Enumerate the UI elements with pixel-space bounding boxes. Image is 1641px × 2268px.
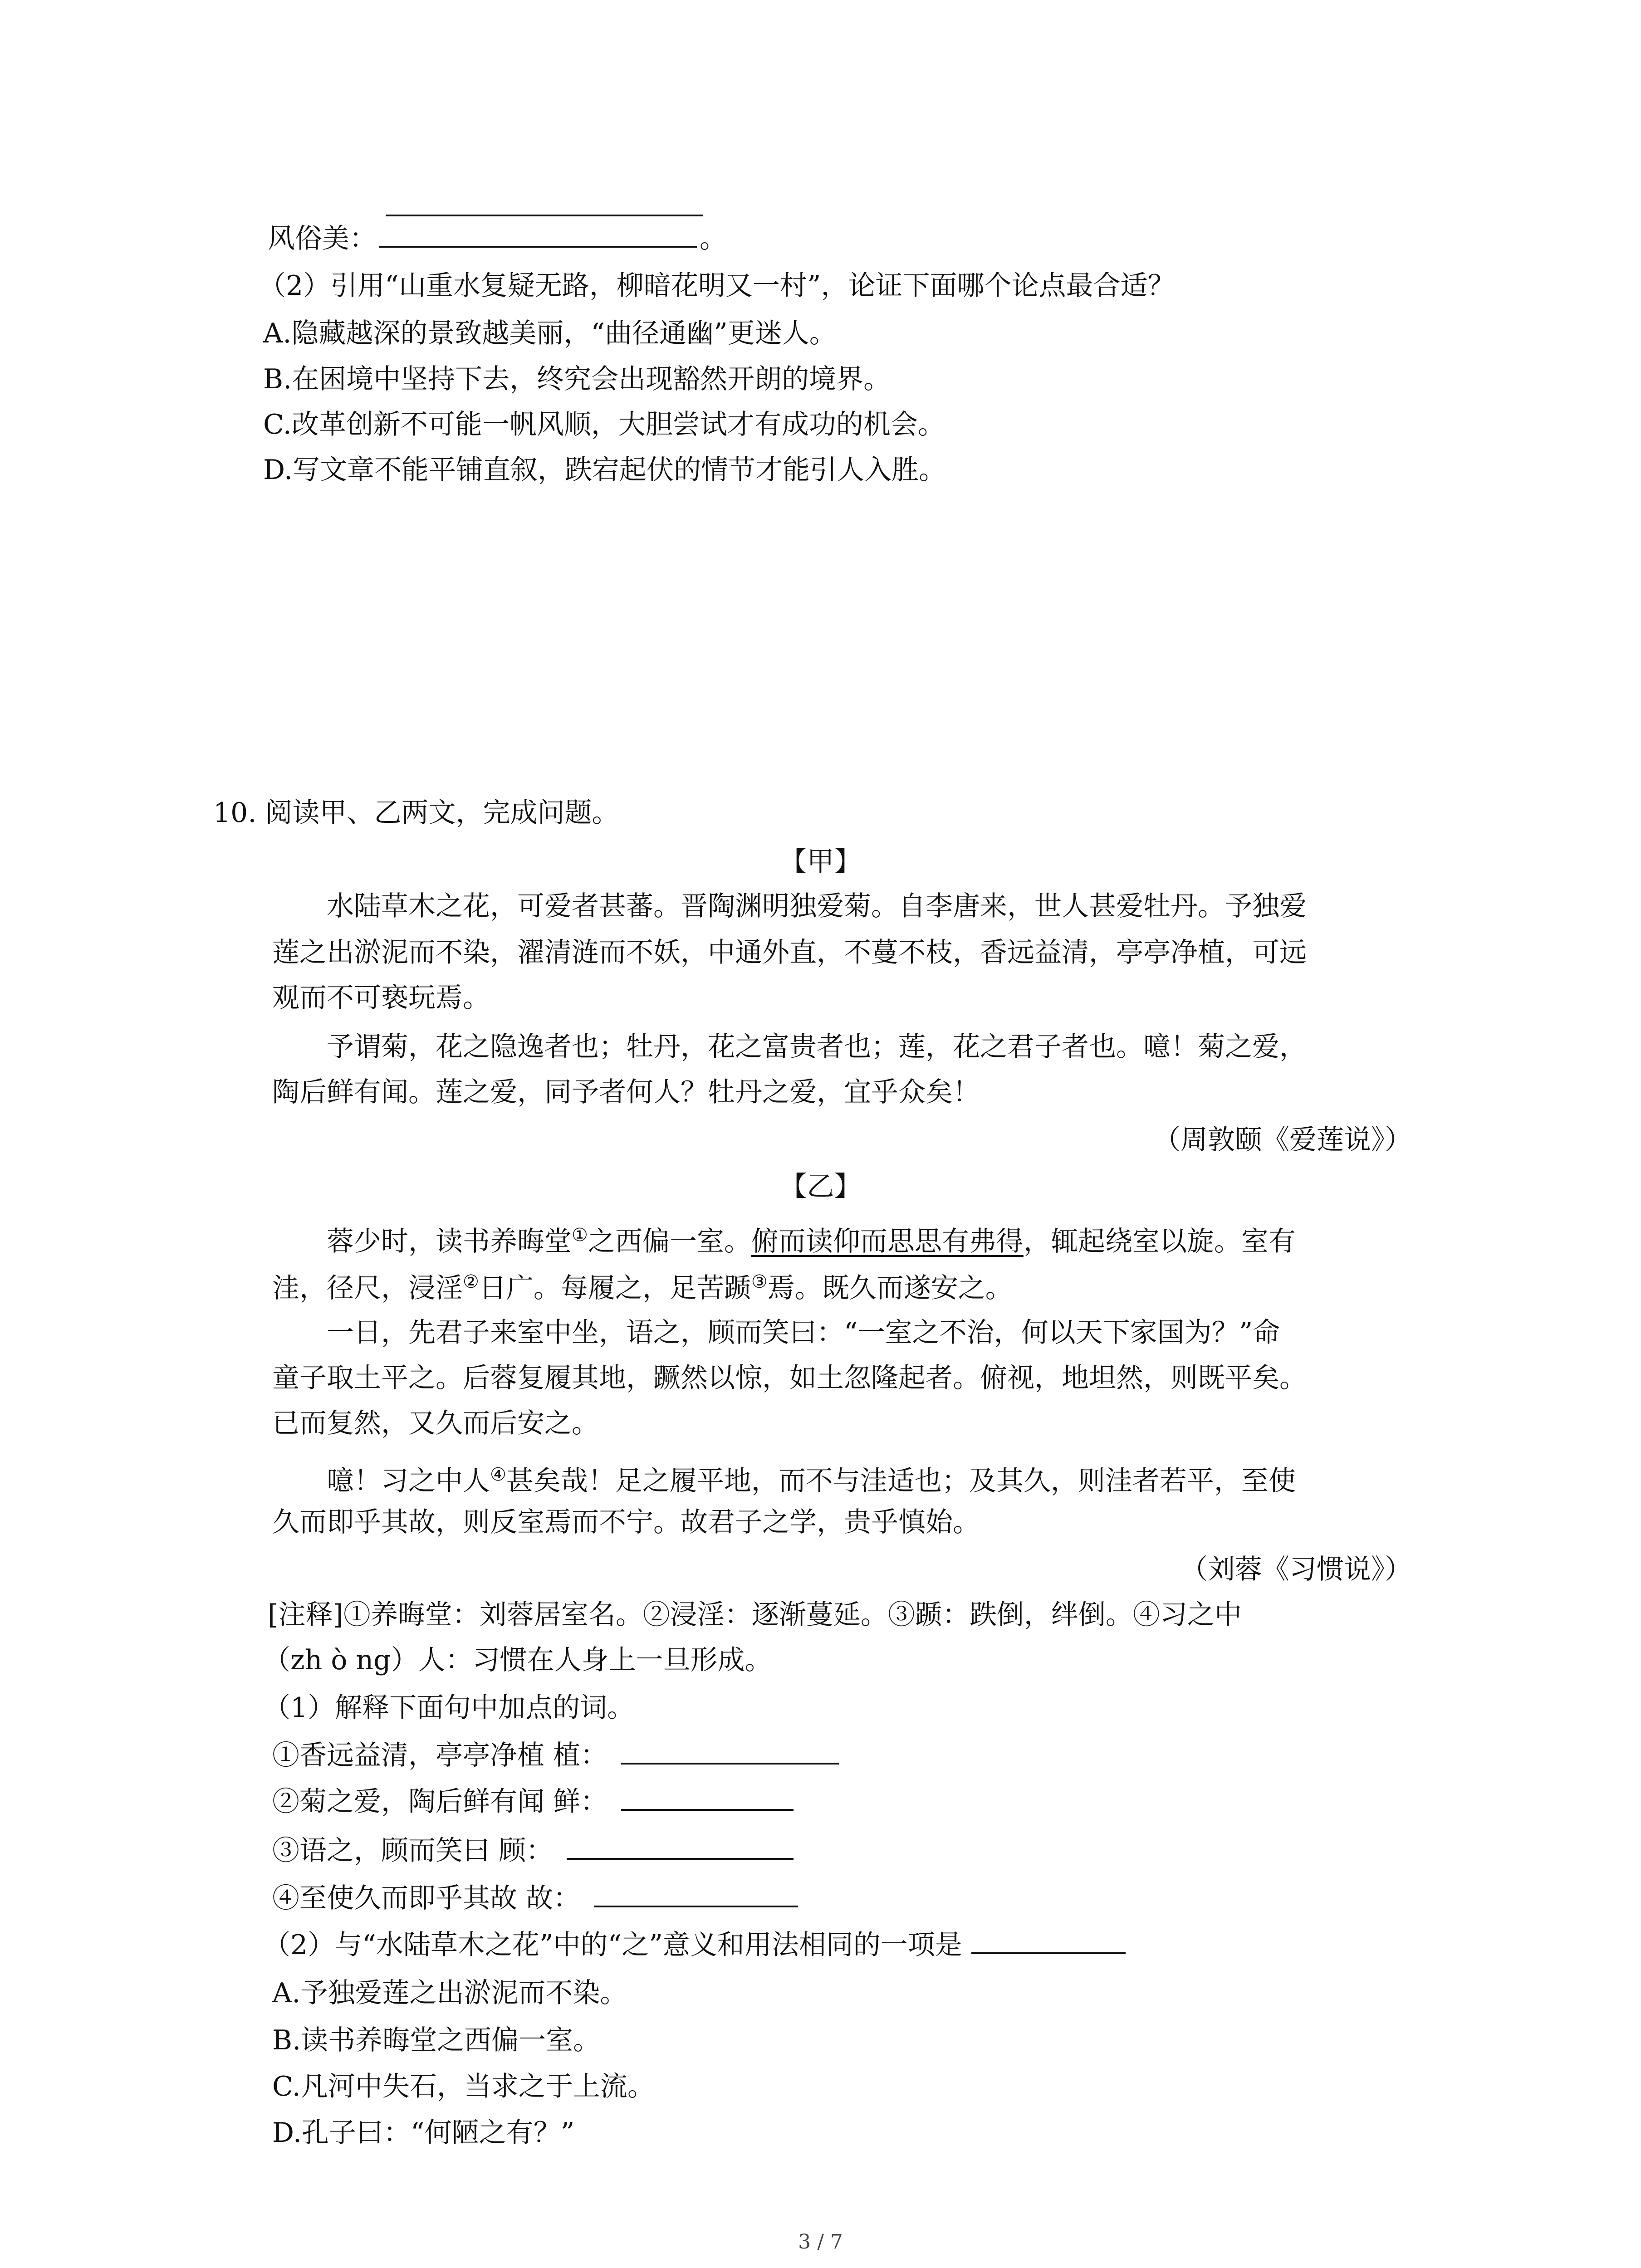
yi-p1-line1: 蓉少时，读书养晦堂①之西偏一室。俯而读仰而思思有弗得，辄起绕室以旋。室有 [327, 1225, 1296, 1257]
page-number: 3 / 7 [798, 2230, 843, 2253]
yi-source: （刘蓉《习惯说》） [1181, 1554, 1412, 1585]
answer-blank[interactable] [379, 220, 697, 248]
yi-heading: 【乙】 [779, 1171, 862, 1202]
underlined-sentence: 俯而读仰而思思有弗得 [751, 1226, 1024, 1257]
yi-p1-line2: 洼，径尺，浸淫②日广。每履之，足苦踬③焉。既久而遂安之。 [272, 1271, 1013, 1304]
answer-blank[interactable] [567, 1833, 794, 1860]
q10-1-item2: ②菊之爱，陶后鲜有闻 鲜： [272, 1784, 796, 1820]
answer-blank[interactable] [621, 1737, 839, 1765]
notes-line1: [注释]①养晦堂：刘蓉居室名。②浸淫：逐渐蔓延。③踬：跌倒，绊倒。④习之中 [268, 1599, 1242, 1631]
question-9-2: （2）引用“山重水复疑无路，柳暗花明又一村”，论证下面哪个论点最合适？ [259, 270, 1175, 302]
custom-line [268, 220, 727, 257]
answer-blank[interactable] [386, 215, 703, 216]
yi-p2-line1: 一日，先君子来室中坐，语之，顾而笑曰：“一室之不治，何以天下家国为？”命 [327, 1317, 1280, 1349]
yi-p3-line1: 噫！习之中人④甚矣哉！足之履平地，而不与洼适也；及其久，则洼者若平，至使 [327, 1464, 1296, 1497]
q10-2-option-c: C.凡河中失石，当求之于上流。 [272, 2071, 655, 2102]
option-a: A.隐藏越深的景致越美丽，“曲径通幽”更迷人。 [263, 318, 837, 349]
option-c: C.改革创新不可能一帆风顺，大胆尝试才有成功的机会。 [263, 409, 945, 440]
jia-source: （周敦颐《爱莲说》） [1153, 1124, 1412, 1156]
jia-p1-line1: 水陆草木之花，可爱者甚蕃。晋陶渊明独爱菊。自李唐来，世人甚爱牡丹。予独爱 [327, 890, 1307, 922]
answer-blank[interactable] [594, 1880, 798, 1907]
q10-2-option-d: D.孔子曰：“何陋之有？” [272, 2117, 575, 2149]
q10-1-item1: ①香远益清，亭亭净植 植： [272, 1737, 842, 1774]
jia-heading: 【甲】 [779, 846, 862, 878]
note-marker-3: ③ [751, 1271, 768, 1292]
q10-1-item3: ③语之，顾而笑曰 顾： [272, 1833, 796, 1869]
option-d: D.写文章不能平铺直叙，跌宕起伏的情节才能引人入胜。 [263, 454, 946, 486]
q10-2-option-a: A.予独爱莲之出淤泥而不染。 [272, 1977, 627, 2009]
question-10-title: 10. 阅读甲、乙两文，完成问题。 [213, 797, 619, 829]
jia-p2-line1: 予谓菊，花之隐逸者也；牡丹，花之富贵者也；莲，花之君子者也。噫！菊之爱， [327, 1031, 1307, 1063]
note-marker-1: ① [572, 1225, 588, 1246]
yi-p2-line3: 已而复然，又久而后安之。 [272, 1408, 599, 1439]
q10-2-option-b: B.读书养晦堂之西偏一室。 [272, 2024, 601, 2056]
custom-end: 。 [700, 223, 727, 254]
jia-p1-line3: 观而不可亵玩焉。 [272, 982, 490, 1014]
jia-p2-line2: 陶后鲜有闻。莲之爱，同予者何人？牡丹之爱，宜乎众矣！ [272, 1076, 980, 1108]
option-b: B.在困境中坚持下去，终究会出现豁然开朗的境界。 [263, 363, 891, 395]
question-10-1: （1）解释下面句中加点的词。 [263, 1692, 635, 1724]
answer-blank[interactable] [971, 1927, 1126, 1954]
yi-p3-line2: 久而即乎其故，则反室焉而不宁。故君子之学，贵乎慎始。 [272, 1506, 980, 1538]
answer-blank[interactable] [621, 1784, 794, 1811]
yi-p2-line2: 童子取土平之。后蓉复履其地，蹶然以惊，如土忽隆起者。俯视，地坦然，则既平矣。 [272, 1362, 1307, 1394]
q10-1-item4: ④至使久而即乎其故 故： [272, 1880, 801, 1916]
note-marker-4: ④ [490, 1464, 506, 1485]
jia-p1-line2: 莲之出淤泥而不染，濯清涟而不妖，中通外直，不蔓不枝，香远益清，亭亭净植，可远 [272, 937, 1307, 968]
custom-label: 风俗美： [268, 223, 377, 254]
question-10-2: （2）与“水陆草木之花”中的“之”意义和用法相同的一项是 [263, 1927, 1128, 1963]
note-marker-2: ② [463, 1271, 479, 1292]
notes-line2: （zh ò ng）人：习惯在人身上一旦形成。 [263, 1644, 772, 1676]
